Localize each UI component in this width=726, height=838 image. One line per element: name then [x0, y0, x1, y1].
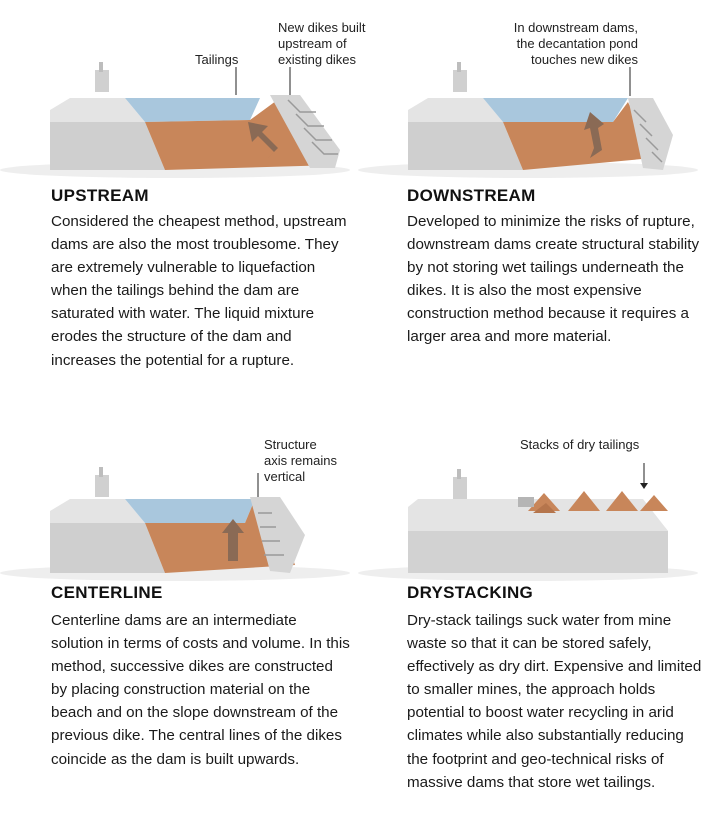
heading-drystacking: DRYSTACKING [407, 583, 534, 602]
annotation-new-dikes: New dikes built upstream of existing dikes [278, 20, 366, 67]
body-drystacking: Dry-stack tailings suck water from mine waste so that it can be stored safely, effectively as dry dirt. Expensive and limited to smaller mines, the approach holds potential to boost water recycling in arid climates while also substantially reducing the footprint and geo-technical risks of massive dams that store wet tailings. [407, 612, 702, 791]
body-centerline: Centerline dams are an intermediate solution in terms of costs and volume. In this method, successive dikes are constructed by placing construction material on the beach and on the slope downstream of the previous dike. The central lines of the dikes coincide as the dam is built upwards. [51, 612, 350, 768]
body-upstream: Considered the cheapest method, upstream dams are also the most troublesome. They are extremely vulnerable to liquefaction when the tailings behind the dam are saturated with water. The liquid mixture erodes the structure of the dam and increases the potential for a rupture. [51, 213, 347, 369]
annotation-structure-axis: Structure axis remains vertical [264, 437, 337, 484]
annotation-decantation-pond: In downstream dams, the decantation pond touches new dikes [513, 20, 638, 67]
heading-downstream: DOWNSTREAM [407, 186, 536, 205]
panel-downstream [358, 0, 708, 400]
panel-centerline [0, 425, 350, 838]
heading-upstream: UPSTREAM [51, 186, 149, 205]
annotation-tailings: Tailings [195, 52, 239, 67]
panel-upstream [0, 0, 366, 400]
panel-drystacking [358, 425, 708, 838]
heading-centerline: CENTERLINE [51, 583, 163, 602]
drystacking-illustration [358, 435, 698, 585]
annotation-dry-stacks: Stacks of dry tailings [520, 437, 640, 452]
body-downstream: Developed to minimize the risks of rupture, downstream dams create structural stability by not storing wet tailings underneath the dikes. It is also the most expensive construction method because it requires a larger area and more material. [407, 213, 700, 346]
